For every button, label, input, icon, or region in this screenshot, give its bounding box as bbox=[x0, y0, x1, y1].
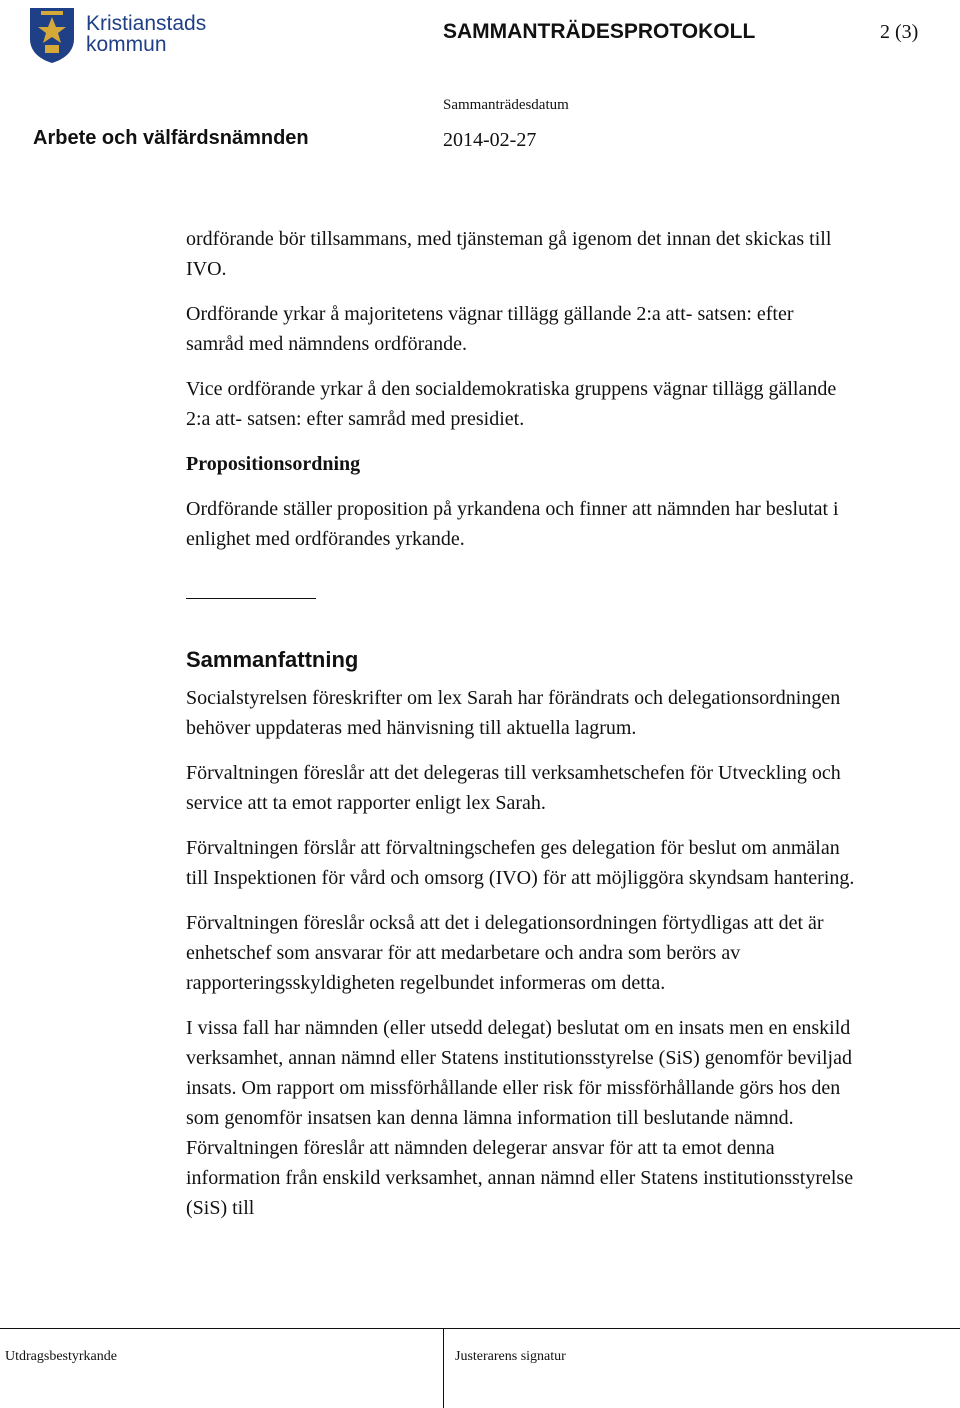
logo-text-line2: kommun bbox=[86, 33, 167, 56]
paragraph: Förvaltningen förslår att förvaltningschefen ges delegation för beslut om anmälan till Inspektionen för vård och omsorg (IVO) för att möjliggöra skyndsam hantering. bbox=[186, 837, 855, 889]
adjuster-signature-label: Justerarens signatur bbox=[455, 1349, 566, 1364]
document-body bbox=[186, 224, 856, 1238]
page-number: 2 (3) bbox=[880, 21, 919, 43]
kristianstad-logo bbox=[26, 5, 226, 67]
footer-divider bbox=[0, 1328, 960, 1329]
committee-name: Arbete och välfärdsnämnden bbox=[33, 127, 309, 149]
meeting-date-label: Sammanträdesdatum bbox=[443, 97, 569, 113]
paragraph: I vissa fall har nämnden (eller utsedd delegat) beslutat om en insats men en enskild verksamhet, annan nämnd eller Statens institutionsstyrelse (SiS) genomför beviljad insats. Om rapport om missförhållande eller risk för missförhållande görs hos den som genomför insatsen kan denna lämna information till beslutande nämnd. Förvaltningen föreslår att nämnden delegerar ansvar för att ta emot denna information från enskild verksamhet, annan nämnd eller Statens institutionsstyrelse (SiS) till bbox=[186, 1017, 854, 1219]
paragraph: Socialstyrelsen föreskrifter om lex Sarah har förändrats och delegationsordningen behöver uppdateras med hänvisning till aktuella lagrum. bbox=[186, 687, 841, 739]
logo-text-line1: Kristianstads bbox=[86, 12, 207, 35]
meeting-date-value: 2014-02-27 bbox=[443, 129, 537, 151]
paragraph: Ordförande ställer proposition på yrkandena och finner att nämnden har beslutat i enlighet med ordförandes yrkande. bbox=[186, 498, 839, 550]
paragraph: Förvaltningen föreslår också att det i delegationsordningen förtydligas att det är enhetschef som ansvarar för att medarbetare och andra som berörs av rapporteringsskyldigheten regelbundet informeras om detta. bbox=[186, 912, 824, 994]
footer-column-divider bbox=[443, 1328, 444, 1408]
summary-heading: Sammanfattning bbox=[186, 647, 359, 672]
paragraph: ordförande bör tillsammans, med tjänsteman gå igenom det innan det skickas till IVO. bbox=[186, 228, 832, 280]
kristianstad-crest-icon bbox=[26, 5, 78, 65]
logo-text bbox=[86, 13, 206, 55]
section-divider bbox=[186, 598, 316, 599]
paragraph: Ordförande yrkar å majoritetens vägnar tillägg gällande 2:a att- satsen: efter samråd med nämndens ordförande. bbox=[186, 303, 794, 355]
propositions-heading: Propositionsordning bbox=[186, 453, 361, 475]
extract-certification-label: Utdragsbestyrkande bbox=[5, 1349, 117, 1364]
paragraph: Förvaltningen föreslår att det delegeras till verksamhetschefen för Utveckling och service att ta emot rapporter enligt lex Sarah. bbox=[186, 762, 841, 814]
paragraph: Vice ordförande yrkar å den socialdemokratiska gruppens vägnar tillägg gällande 2:a att- satsen: efter samråd med presidiet. bbox=[186, 378, 837, 430]
document-title: SAMMANTRÄDESPROTOKOLL bbox=[443, 20, 756, 43]
